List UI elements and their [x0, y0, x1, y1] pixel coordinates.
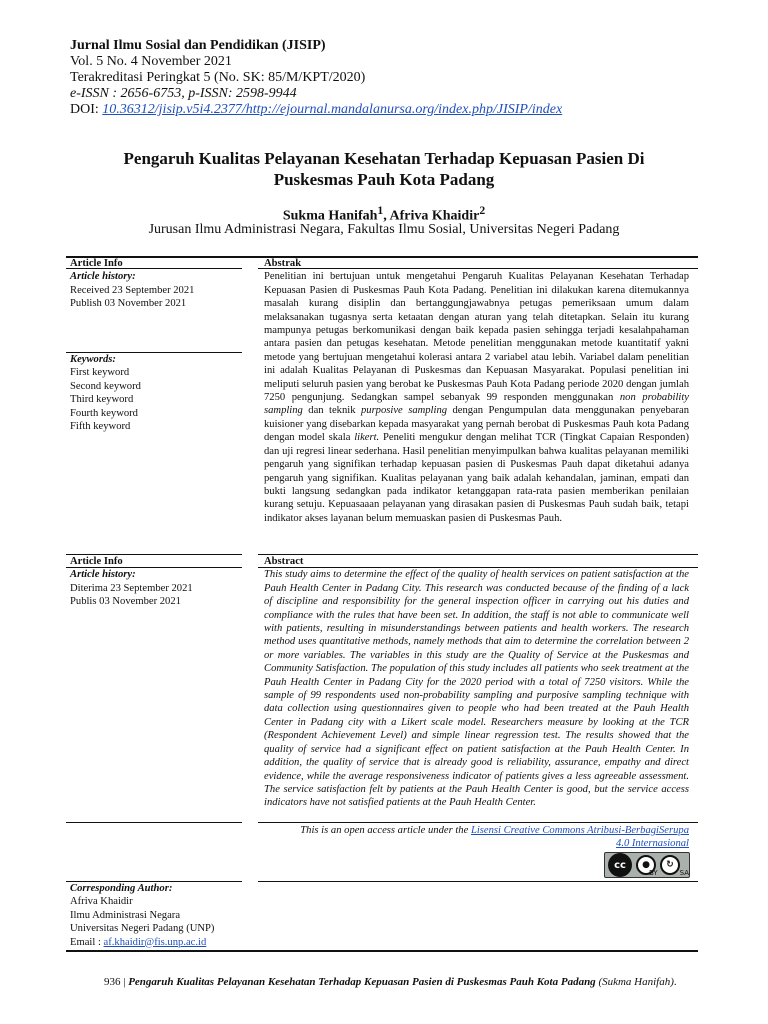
- corresponding-email-line: [70, 936, 250, 949]
- badge-labels: [649, 869, 689, 877]
- abstrak-part-4: Peneliti mengukur dengan melihat TCR (Tingkat Capaian Responden) dan uji regresi linear sederhana. Hasil penelitian menyimpulkan bahwa kualitas pelayanan memiliki pengaruh yang signifikan terhadap kepuasan pasien di Puskesmas Pauh dapat diketahui adanya pengaruh yang signifikan. Kualitas pelayanan yang baik adalah kehandalan, jaminan, empati dan bukti langsung sedangkan pada indikator ketanggapan rata-rata pasien memberikan penilaian kurang setuju. Kepuasaaan pelayanan yang dirasakan pasien di Puskesmas Pauh sudah baik, tetapi indikator akses layanan belum memuaskan pasien di Puskesmas Pauh.: [264, 432, 689, 524]
- publish-date: Publish 03 November 2021: [70, 298, 187, 310]
- abstrak-part-1: Penelitian ini bertujuan untuk mengetahui Pengaruh Kualitas Pelayanan Kesehatan Terhadap Kepuasan Pasien di Puskesmas Pauh Kota Padang. Penelitian ini dilakukan karena ditemukannya masalah kurang disiplin dan bertanggungjawabnya petugas pemeriksaan umum dalam melaksanakan tugasnya serta ketaatan dengan aturan yang telah ditetapkan. Selain itu kurang mampunya petugas berkomunikasi dengan baik kepada pasien sehingga terjadi kesalahpahaman antara pasien dan petugas kesehatan. Metode penelitian menggunakan metode kuantitatif yakni metode yang bertujuan mengetahui kolerasi antara 2 variabel atau lebih. Variabel dalam penelitian ini adalah Kualitas Pelayanan di Puskesmas dan Kepuasan Masyarakat. Populasi penelitian ini meliputi seluruh pasien yang berobat ke Puskesmas Pauh Kota Padang periode 2020 dengan jumlah 7250 pengunjung. Sedangkan sampel sebanyak 99 responden menggunakan: [264, 271, 689, 404]
- footer-separator: |: [120, 976, 129, 988]
- table-bottom-rule: [66, 950, 698, 952]
- license-link-version[interactable]: 4.0 Internasional: [616, 838, 689, 850]
- cc-logo-icon: cc: [608, 853, 632, 877]
- received-date: Received 23 September 2021: [70, 284, 195, 296]
- abstrak-em-1: non probability sampling: [264, 392, 689, 417]
- keyword-item: Second keyword: [70, 380, 141, 392]
- abstrak-part-2: dan teknik: [302, 405, 361, 417]
- author-1: Sukma Hanifah: [282, 208, 378, 224]
- abstract-bottom-rule: [258, 822, 698, 823]
- keyword-item: Third keyword: [70, 394, 134, 406]
- share-alike-icon: ↻: [660, 855, 680, 875]
- email-label: Email :: [70, 936, 104, 948]
- corresponding-name: Afriva Khaidir: [70, 896, 133, 908]
- page-number: 936: [104, 976, 121, 988]
- article-title: [60, 148, 708, 190]
- footer-author: (Sukma Hanifah): [595, 976, 674, 988]
- abstrak-em-3: likert.: [354, 432, 380, 444]
- article-info-heading: Article Info: [70, 258, 123, 269]
- email-link[interactable]: af.khaidir@fis.unp.ac.id: [103, 936, 207, 948]
- author-2: Afriva Khaidir: [389, 208, 480, 224]
- abstrak-section: [264, 257, 689, 525]
- badge-by-label: BY: [649, 869, 658, 877]
- abstrak-em-2: purposive sampling: [360, 405, 448, 417]
- author-2-sup: 2: [479, 204, 486, 217]
- abstrak-part-3: dengan Pengumpulan data menggunakan penyebaran kuisioner yang disebarkan kepada masyarakat yang pernah berobat di Puskesmas Pauh kota Padang dengan model skala: [264, 405, 689, 444]
- article-history-label: Article history:: [70, 271, 136, 283]
- journal-doi: [70, 102, 562, 118]
- corresponding-dept: Ilmu Administrasi Negara: [70, 909, 181, 921]
- journal-issn: e-ISSN : 2656-6753, p-ISSN: 2598-9944: [70, 86, 297, 101]
- attribution-icon: ●: [636, 855, 656, 875]
- corresponding-author: [70, 882, 250, 949]
- abstract-section: [264, 555, 689, 810]
- received-date-en: Diterima 23 September 2021: [70, 582, 193, 594]
- page-footer: [104, 976, 677, 988]
- corresponding-label: Corresponding Author:: [70, 883, 173, 894]
- journal-name: Jurnal Ilmu Sosial dan Pendidikan (JISIP): [70, 38, 326, 53]
- keyword-item: Fourth keyword: [70, 407, 138, 419]
- corresponding-univ: Universitas Negeri Padang (UNP): [70, 923, 215, 935]
- title-line-1: Pengaruh Kualitas Pelayanan Kesehatan Terhadap Kepuasan Pasien Di: [123, 149, 645, 168]
- license-link[interactable]: Lisensi Creative Commons Atribusi-BerbagiSerupa: [470, 825, 689, 836]
- author-1-sup: 1: [377, 204, 384, 217]
- badge-sa-label: SA: [679, 869, 689, 877]
- keyword-item: First keyword: [70, 367, 130, 379]
- abstrak-text: [264, 270, 689, 525]
- abstract-heading: Abstract: [264, 556, 304, 567]
- abstrak-heading: Abstrak: [264, 258, 302, 269]
- license-bottom-rule: [258, 881, 698, 882]
- footer-end: .: [673, 976, 677, 988]
- article-history-en-label: Article history:: [70, 569, 136, 581]
- license-line-2: [264, 837, 689, 850]
- license-note: [264, 824, 689, 851]
- license-prefix: This is an open access article under the: [300, 825, 471, 836]
- history-en-divider: [66, 822, 242, 823]
- cc-by-sa-badge[interactable]: [604, 852, 690, 878]
- journal-header: [70, 38, 562, 118]
- abstract-text: This study aims to determine the effect of the quality of health services on patient satisfaction at the Pauh Health Center in Padang City. This research was conducted because of the finding of a lack of discipline and responsibility for the general inspection officer in carrying out his duties and compliance with the rules that have been set. In addition, the staff is not able to communicate well with patients, resulting in misunderstandings between patients and health workers. The research method uses quantitative methods, namely methods that aim to determine the correlation between 2 or more variables. The variables in this study are the Quality of Service at the Puskesmas and Community Satisfaction. The population of this study includes all patients who seek treatment at the Pauh Health Center in Padang City for the 2020 period with a total of 7250 visitors. While the sample of 99 respondents used non-probability sampling and purposive sampling technique with data collection using questionnaires given to people who had been treated at the Pauh Health Center in Padang city with a Likert scale model. Researchers measure by looking at the TCR (Respondent Achievement Level) and simple linear regression test. The results showed that the quality of service had a significant effect on patient satisfaction at the Pauh Health Center. In addition, the quality of service that is already good is reliability, assurance, empathy and direct evidence, while the average responsiveness indicator of patients gives a less agreeable assessment. The service satisfaction felt by patients at the Pauh Health Center is good, but the service access indicators have not satisfied patients at the Pauh Health Center.: [264, 569, 689, 809]
- article-info-id: [70, 257, 250, 311]
- journal-accreditation: Terakreditasi Peringkat 5 (No. SK: 85/M/KPT/2020): [70, 70, 366, 85]
- author-separator: ,: [383, 208, 390, 224]
- article-info-en-heading: Article Info: [70, 556, 123, 567]
- keyword-item: Fifth keyword: [70, 421, 131, 433]
- license-line-1: [264, 824, 689, 837]
- doi-label: DOI:: [70, 102, 103, 117]
- article-info-en: [70, 555, 250, 609]
- journal-volume: Vol. 5 No. 4 November 2021: [70, 54, 232, 69]
- title-line-2: Puskesmas Pauh Kota Padang: [273, 170, 495, 189]
- footer-title: Pengaruh Kualitas Pelayanan Kesehatan Terhadap Kepuasan Pasien di Puskesmas Pauh Kota Padang: [128, 976, 596, 988]
- keywords-label: Keywords:: [70, 354, 116, 365]
- affiliation: Jurusan Ilmu Administrasi Negara, Fakultas Ilmu Sosial, Universitas Negeri Padang: [148, 222, 620, 237]
- keywords-block: [70, 353, 250, 433]
- publish-date-en: Publis 03 November 2021: [70, 596, 181, 608]
- doi-link[interactable]: 10.36312/jisip.v5i4.2377/http://ejournal.mandalanursa.org/index.php/JISIP/index: [102, 102, 563, 117]
